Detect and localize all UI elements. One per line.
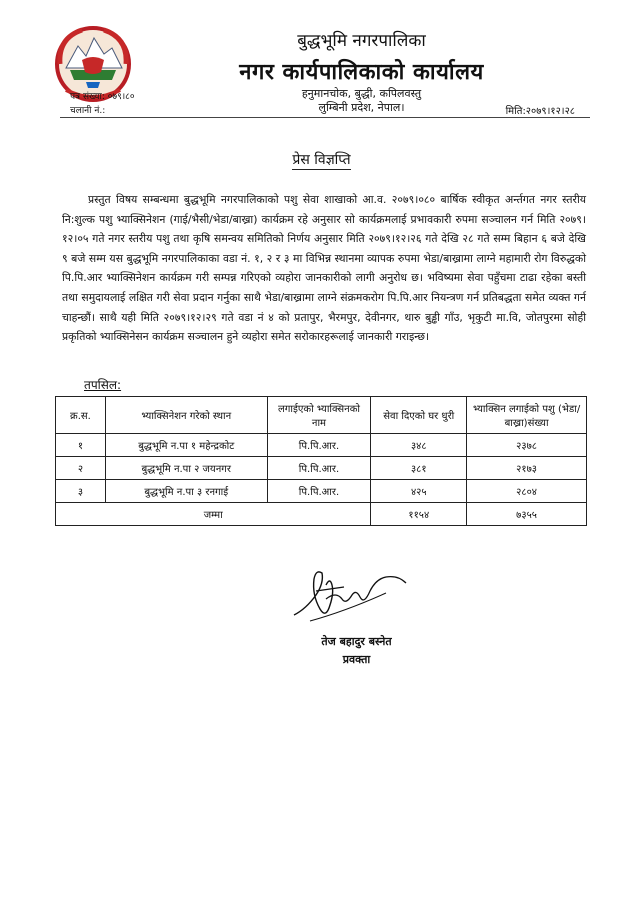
- address-line-1: हनुमानचोक, बुद्धी, कपिलवस्तु: [301, 87, 422, 100]
- col-header-vaccine: लगाईएको भ्याक्सिनको नाम: [267, 397, 371, 434]
- cell-animals: २१७३: [467, 457, 587, 480]
- cell-households: ४२५: [371, 480, 467, 503]
- col-header-animals: भ्याक्सिन लगाईको पशु (भेडा/बाख्रा)संख्या: [467, 397, 587, 434]
- total-households: ११५४: [371, 503, 467, 526]
- cell-location: बुद्धभूमि न.पा २ जयनगर: [105, 457, 267, 480]
- header-divider: [60, 117, 590, 118]
- cell-vaccine: पि.पि.आर.: [267, 434, 371, 457]
- cell-location: बुद्धभूमि न.पा ३ रनगाई: [105, 480, 267, 503]
- total-animals: ७३५५: [467, 503, 587, 526]
- document-title: प्रेस विज्ञप्ति: [292, 152, 351, 168]
- letter-date: मिति:२०७९।१२।२८: [505, 106, 575, 117]
- col-header-households: सेवा दिएको घर धुरी: [371, 397, 467, 434]
- details-label: तपसिल:: [84, 378, 122, 392]
- table-header-row: [56, 397, 587, 434]
- table-row: [56, 434, 587, 457]
- reference-number: पत्र संख्या: ०७९।८०: [70, 92, 135, 102]
- signatory-name: तेज बहादुर बस्नेत: [321, 635, 392, 648]
- vaccination-table: [55, 396, 587, 526]
- signatory-role: प्रवक्ता: [342, 653, 371, 666]
- dispatch-number: चलानी नं.:: [70, 106, 106, 116]
- table-row: [56, 480, 587, 503]
- cell-vaccine: पि.पि.आर.: [267, 457, 371, 480]
- table-row: [56, 457, 587, 480]
- cell-households: ३४८: [371, 434, 467, 457]
- cell-animals: २३७८: [467, 434, 587, 457]
- table-total-row: [56, 503, 587, 526]
- cell-serial: १: [56, 434, 106, 457]
- cell-serial: ३: [56, 480, 106, 503]
- cell-households: ३८१: [371, 457, 467, 480]
- cell-animals: २८०४: [467, 480, 587, 503]
- col-header-serial: क्र.स.: [56, 397, 106, 434]
- office-name: नगर कार्यपालिकाको कार्यालय: [239, 60, 484, 85]
- total-label: जम्मा: [56, 503, 371, 526]
- address-line-2: लुम्बिनी प्रदेश, नेपाल।: [318, 101, 405, 114]
- cell-serial: २: [56, 457, 106, 480]
- org-name: बुद्धभूमि नगरपालिका: [297, 31, 426, 51]
- cell-vaccine: पि.पि.आर.: [267, 480, 371, 503]
- cell-location: बुद्धभूमि न.पा १ महेन्द्रकोट: [105, 434, 267, 457]
- body-paragraph: प्रस्तुत विषय सम्बन्धमा बुद्धभूमि नगरपालिकाको पशु सेवा शाखाको आ.व. २०७९।०८० बार्षिक स्वीकृत अर्न्तगत नगर स्तरीय नि:शुल्क पशु भ्याक्सिनेशन (गाई/भैसी/भेडा/बाख्रा) कार्यक्रम रहे अनुसार सो कार्यक्रमलाई प्रभावकारी रुपमा सञ्चालन गर्न मिति २०७९।१२।०५ गते नगर स्तरीय पशु तथा कृषि समन्वय समितिको निर्णय अनुसार मिति २०७९।१२।२६ गते देखि २८ गते सम्म बिहान ६ बजे देखि ९ बजे सम्म यस बुद्धभूमि नगरपालिकाका वडा नं. १, २ र ३ मा विभिन्न स्थानमा व्यापक रुपमा भेडा/बाख्रामा लाग्ने महामारी रोग विरुद्धको पि.पि.आर भ्याक्सिनेशन कार्यक्रम गरी सम्पन्न गरिएको व्यहोरा जानकारीको लागी अनुरोध छ। भविष्यमा सेवा पहुँचमा टाढा रहेका बस्ती तथा समुदायलाई लक्षित गरी सेवा प्रदान गर्नुका साथै भेडा/बाख्रामा लाग्ने संक्रमकरोग पि.पि.आर नियन्त्रण गर्न प्रतिबद्धता समेत व्यक्त गर्न चाहन्छौं। साथै यही मिति २०७९।१२।२९ गते वडा नं ४ को प्रतापुर, भैरमपुर, देवीनगर, थारु बुड्ढी गाँउ, भृकुटी मा.वि, जोतपुरमा सोही प्रकृतिको भ्याक्सिनेसन कार्यक्रम सञ्चालन हुने व्यहोरा समेत सरोकारहरूलाई जानकारी गराइन्छ।: [62, 193, 586, 344]
- col-header-location: भ्याक्सिनेशन गरेको स्थान: [105, 397, 267, 434]
- signature-image: [286, 565, 412, 629]
